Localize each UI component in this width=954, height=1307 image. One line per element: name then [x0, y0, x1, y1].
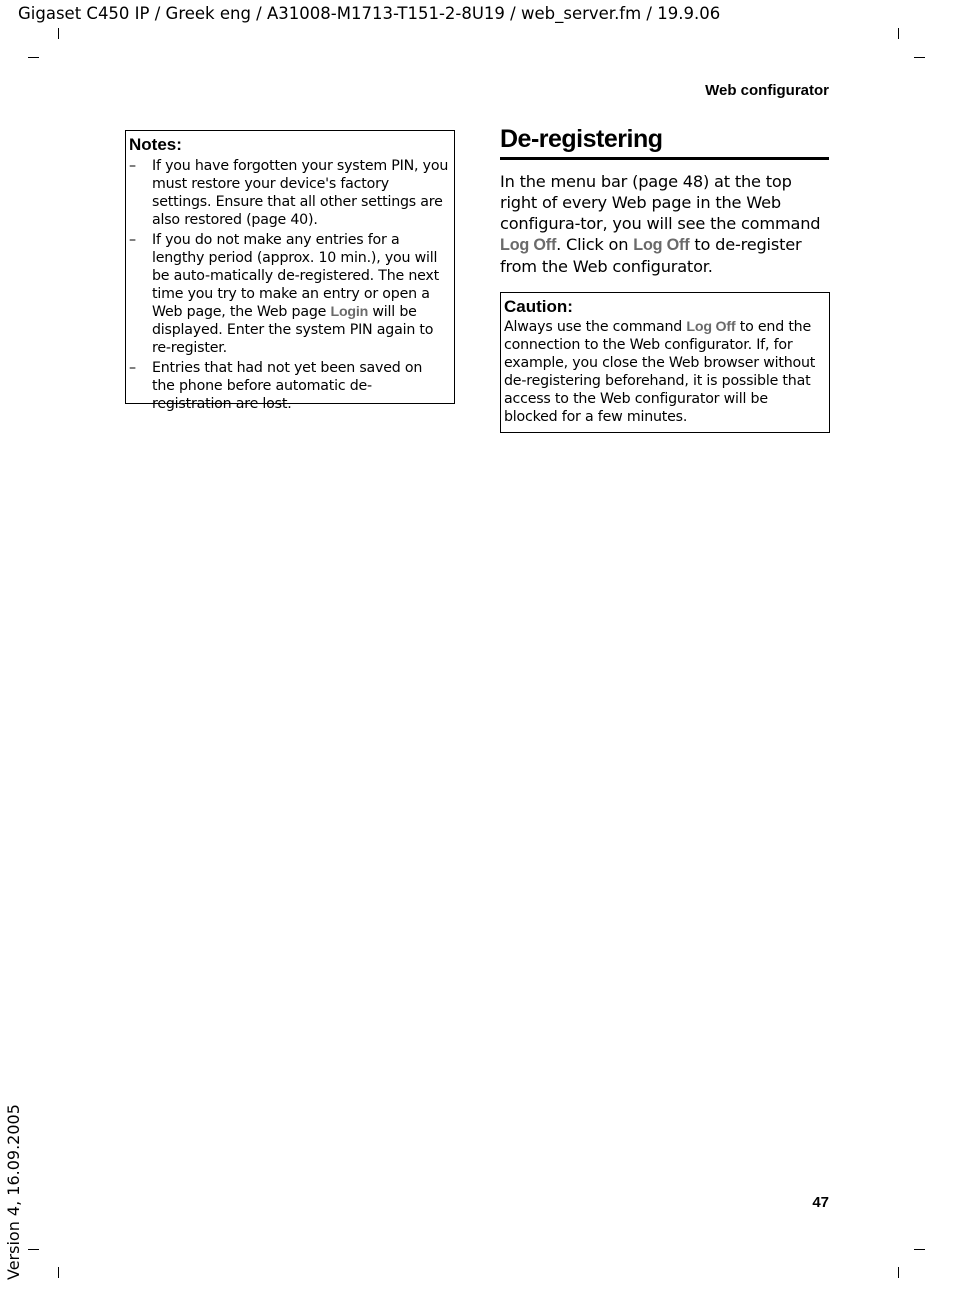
crop-mark-bottom-left-vertical	[58, 1267, 59, 1278]
notes-item	[129, 157, 449, 229]
section-title: De-registering	[500, 124, 829, 160]
login-term: Login	[330, 304, 369, 320]
notes-item-text: If you have forgotten your system PIN, you must restore your device's factory settings. Ensure that all other settings are also restored (page 40).	[152, 158, 449, 228]
version-label: Version 4, 16.09.2005	[4, 1104, 23, 1280]
log-off-term: Log Off	[633, 236, 690, 254]
crop-mark-bottom-right-vertical	[898, 1267, 899, 1278]
crop-mark-top-left-vertical	[58, 28, 59, 39]
crop-mark-top-right-vertical	[898, 28, 899, 39]
crop-mark-top-right-horizontal	[914, 57, 925, 58]
running-head: Web configurator	[705, 82, 829, 99]
notes-item	[129, 359, 449, 413]
notes-item-text: Entries that had not yet been saved on the phone before automatic de-registration are lost.	[152, 360, 423, 412]
dash-bullet: –	[129, 158, 136, 174]
dash-bullet: –	[129, 232, 136, 248]
paragraph-text-before: In the menu bar (page 48) at the top right of every Web page in the Web configura-tor, you will see the command	[500, 172, 821, 233]
document-info-header: Gigaset C450 IP / Greek eng / A31008-M1713-T151-2-8U19 / web_server.fm / 19.9.06	[18, 4, 721, 23]
caution-text-before: Always use the command	[504, 319, 687, 335]
notes-item-text-after: will be displayed. Enter the system PIN again to re-register.	[152, 304, 434, 356]
crop-mark-bottom-right-horizontal	[914, 1249, 925, 1250]
caution-title: Caution:	[504, 297, 573, 316]
log-off-term: Log Off	[686, 319, 736, 335]
paragraph-text-middle: . Click on	[556, 235, 634, 254]
notes-box	[125, 130, 455, 412]
notes-list	[129, 157, 449, 413]
crop-mark-top-left-horizontal	[28, 57, 39, 58]
notes-title: Notes:	[129, 135, 182, 154]
crop-mark-bottom-left-horizontal	[28, 1249, 39, 1250]
caution-text	[504, 318, 825, 426]
log-off-term: Log Off	[500, 236, 557, 254]
caution-box	[500, 292, 830, 433]
dash-bullet: –	[129, 360, 136, 376]
page-number: 47	[812, 1194, 829, 1211]
section-paragraph	[500, 171, 832, 277]
paragraph-text-after: to de-register from the Web configurator.	[500, 235, 802, 276]
notes-item-text-before: If you do not make any entries for a lengthy period (approx. 10 min.), you will be auto-matically de-registered. The next time you try to make an entry or open a Web page, the Web page	[152, 232, 439, 320]
notes-item	[129, 231, 449, 357]
caution-text-after: to end the connection to the Web configurator. If, for example, you close the Web browser without de-registering beforehand, it is possible that access to the Web configurator will be blocked for a few minutes.	[504, 319, 816, 425]
